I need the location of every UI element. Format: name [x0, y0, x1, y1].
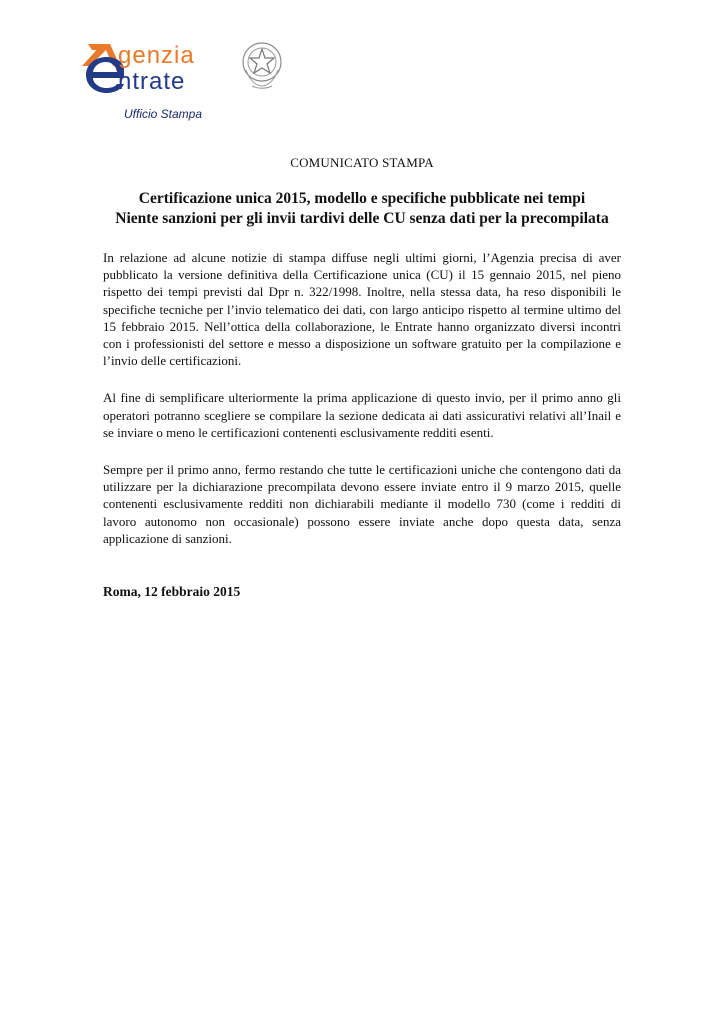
- logo-word-entrate: ntrate: [118, 68, 186, 95]
- paragraph-3: Sempre per il primo anno, fermo restando che tutte le certificazioni uniche che contengono dati da utilizzare per la dichiarazione precompilata devono essere inviate entro il 9 marzo 2015, quelle contenenti esclusivamente redditi non dichiarabili mediante il modello 730 (come i redditi di lavoro autonomo non occasionale) possono essere inviate anche dopo questa data, senza applicazione di sanzioni.: [103, 462, 621, 546]
- paragraph-1: In relazione ad alcune notizie di stampa diffuse negli ultimi giorni, l’Agenzia precisa di aver pubblicato la versione definitiva della Certificazione unica (CU) il 15 gennaio 2015, nel pieno rispetto dei tempi previsti dal Dpr n. 322/1998. Inoltre, nella stessa data, ha reso disponibili le specifiche tecniche per l’invio telematico dei dati, con largo anticipo rispetto al termine ultimo del 15 febbraio 2015. Nell’ottica della collaborazione, le Entrate hanno organizzato diversi incontri con i professionisti del settore e messo a disposizione un software gratuito per la compilazione e l’invio delle certificazioni.: [103, 250, 621, 369]
- press-release-label: COMUNICATO STAMPA: [290, 155, 434, 170]
- office-subtitle: Ufficio Stampa: [124, 107, 203, 121]
- agenzia-entrate-logo: [80, 40, 295, 104]
- headline-line-1: Certificazione unica 2015, modello e specifiche pubblicate nei tempi: [138, 190, 586, 207]
- body-text: [103, 249, 621, 567]
- logo-word-agenzia: genzia: [118, 42, 195, 69]
- headline: [90, 189, 634, 229]
- headline-line-2: Niente sanzioni per gli invii tardivi delle CU senza dati per la precompilata: [115, 210, 609, 227]
- place-and-date: Roma, 12 febbraio 2015: [103, 584, 241, 599]
- italian-republic-emblem-icon: [240, 40, 284, 92]
- paragraph-2: Al fine di semplificare ulteriormente la prima applicazione di questo invio, per il primo anno gli operatori potranno scegliere se compilare la sezione dedicata ai dati assicurativi relativi all’Inail e se inviare o meno le certificazioni contenenti esclusivamente redditi esenti.: [103, 390, 621, 440]
